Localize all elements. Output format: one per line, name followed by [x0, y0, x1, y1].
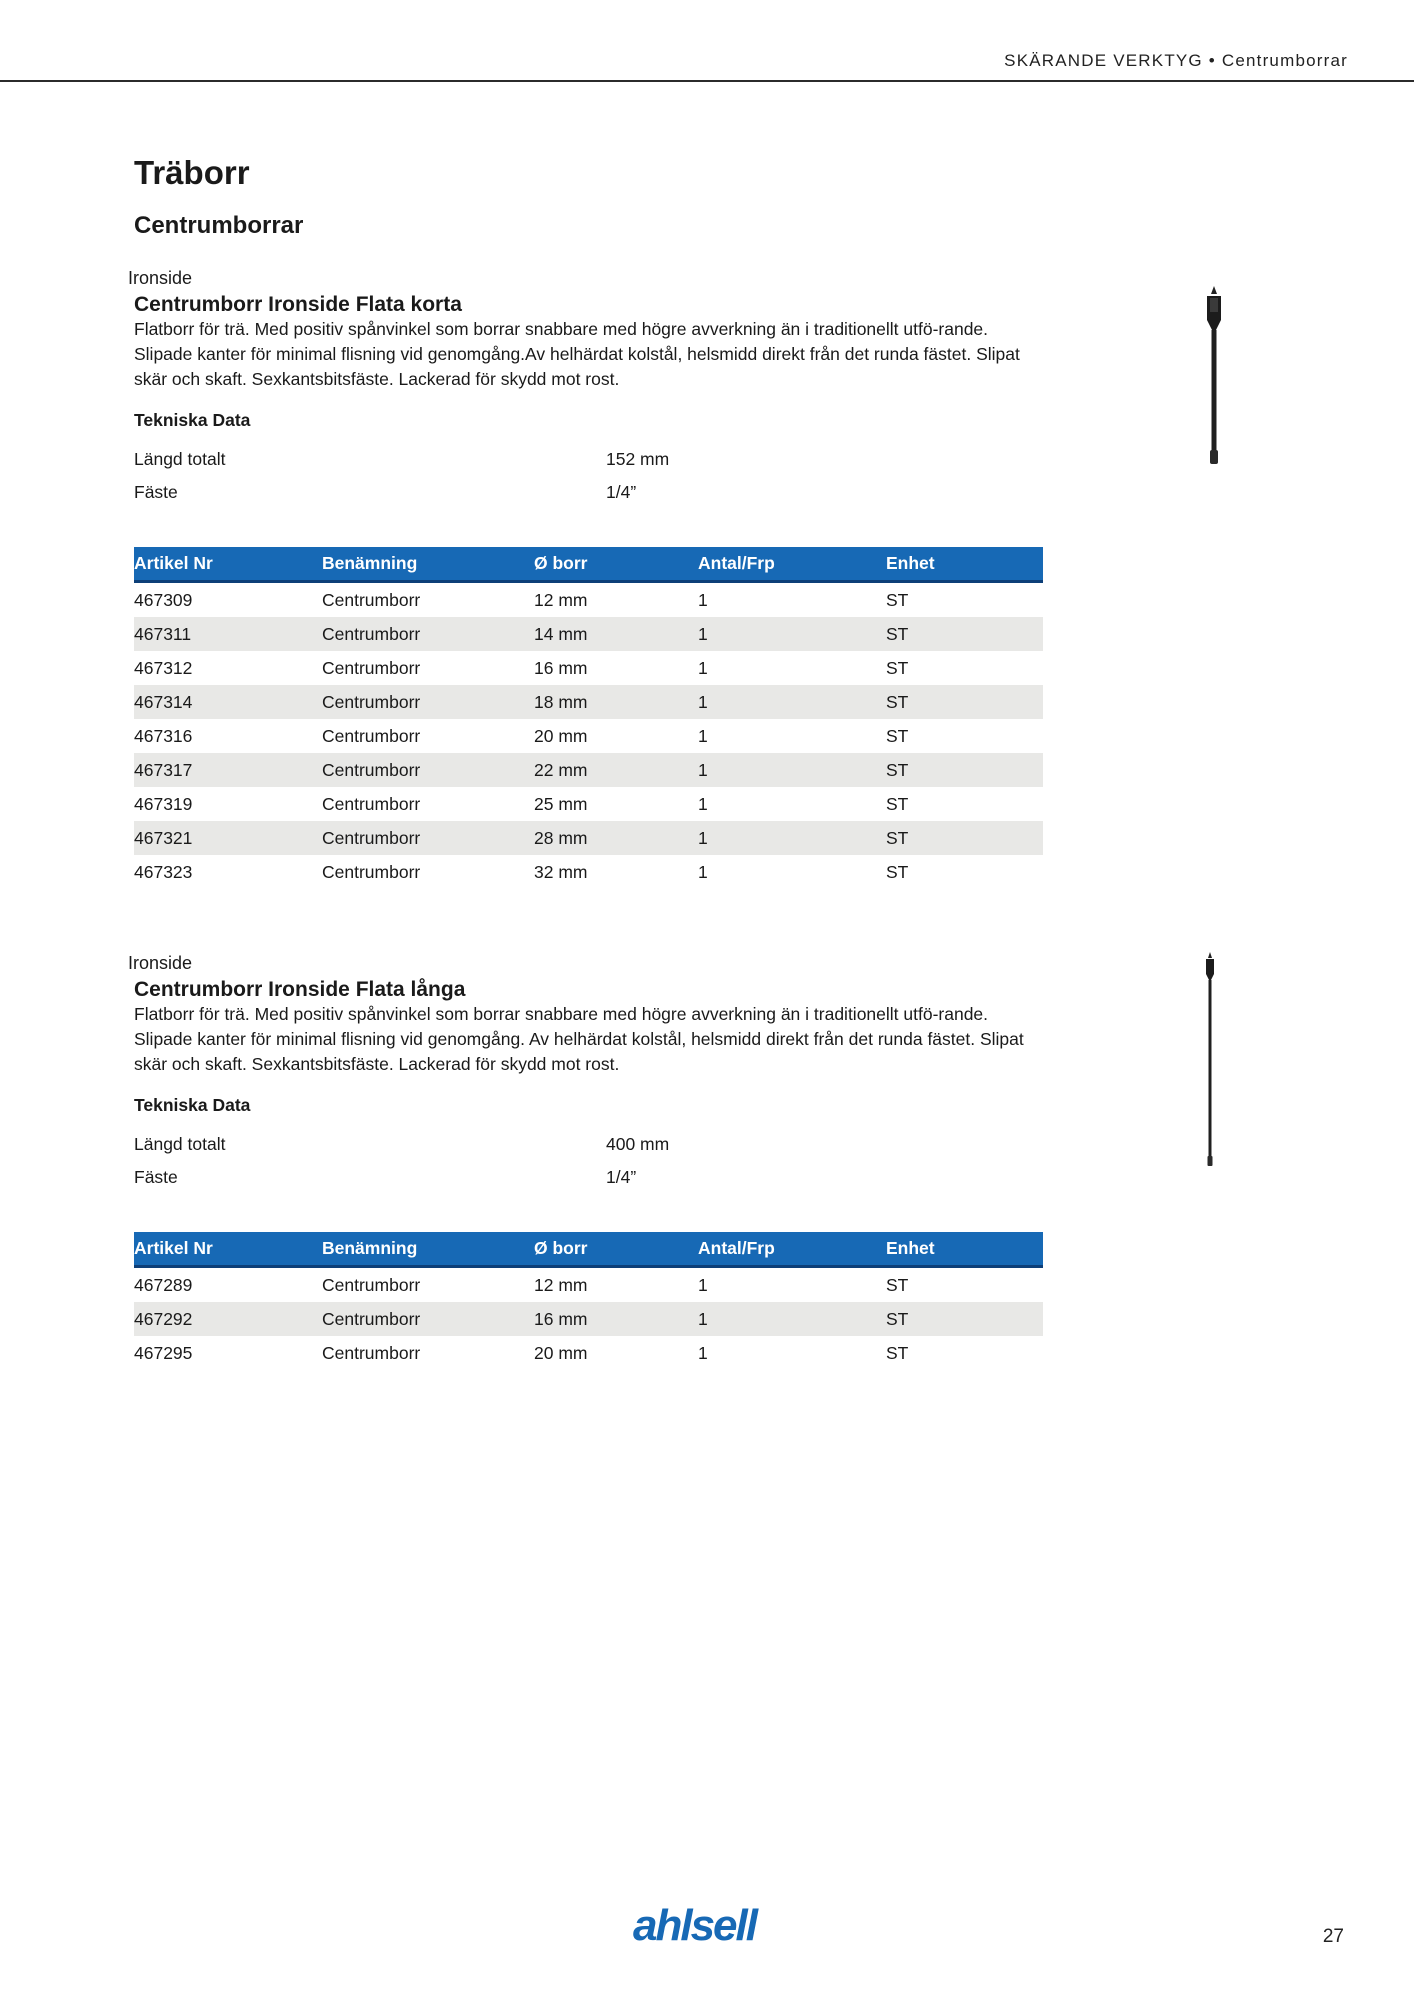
product-title: Centrumborr Ironside Flata långa — [134, 978, 466, 1001]
cell-antal: 1 — [698, 861, 708, 882]
brand-label: Ironside — [128, 953, 193, 973]
cell-enhet: ST — [886, 861, 909, 882]
cell-benamning: Centrumborr — [322, 1274, 421, 1295]
cell-borr: 20 mm — [534, 725, 588, 746]
product-description: Flatborr för trä. Med positiv spånvinkel som borrar snabbare med högre avverkning än i traditionellt utfö-rande. Slipade kanter för minimal flisning vid genomgång.Av helhärdat kolstål, helsmidd direkt från det runda fästet. Slipat skär och skaft. Sexkantsbitsfäste. Lackerad för skydd mot rost. — [134, 319, 1020, 389]
cell-enhet: ST — [886, 617, 1043, 651]
cell-borr: 22 mm — [534, 753, 698, 787]
table-row — [134, 719, 1043, 753]
long-flat-drill-image — [1200, 952, 1220, 1168]
spec-table — [134, 1128, 669, 1194]
col-benamning: Benämning — [322, 547, 534, 582]
cell-enhet: ST — [886, 589, 909, 610]
page-subtitle: Centrumborrar — [134, 212, 304, 239]
cell-artikel: 467317 — [134, 753, 322, 787]
article-table — [134, 547, 1043, 889]
cell-antal: 1 — [698, 793, 708, 814]
cell-artikel: 467292 — [134, 1302, 322, 1336]
cell-benamning: Centrumborr — [322, 793, 421, 814]
tech-data-heading: Tekniska Data — [134, 1095, 251, 1115]
product-description: Flatborr för trä. Med positiv spånvinkel som borrar snabbare med högre avverkning än i traditionellt utfö-rande. Slipade kanter för minimal flisning vid genomgång. Av helhärdat kolstål, helsmidd direkt från det runda fästet. Slipat skär och skaft. Sexkantsbitsfäste. Lackerad för skydd mot rost. — [134, 1004, 1024, 1074]
table-row — [134, 753, 1043, 787]
col-enhet: Enhet — [886, 547, 1043, 582]
brand-label: Ironside — [128, 268, 193, 288]
cell-benamning: Centrumborr — [322, 725, 421, 746]
cell-artikel: 467312 — [134, 657, 193, 678]
page-title: Träborr — [134, 154, 250, 191]
cell-borr: 14 mm — [534, 617, 698, 651]
spec-value: 152 mm — [606, 449, 670, 469]
spec-label: Fäste — [134, 482, 178, 502]
cell-antal: 1 — [698, 1342, 708, 1363]
cell-enhet: ST — [886, 1274, 909, 1295]
product-title: Centrumborr Ironside Flata korta — [134, 293, 462, 316]
cell-borr: 25 mm — [534, 793, 588, 814]
spec-label: Längd totalt — [134, 1134, 226, 1154]
cell-borr: 16 mm — [534, 657, 588, 678]
cell-benamning: Centrumborr — [322, 861, 421, 882]
page-number: 27 — [1322, 1926, 1344, 1947]
cell-benamning: Centrumborr — [322, 685, 534, 719]
cell-artikel: 467295 — [134, 1342, 193, 1363]
spec-label: Längd totalt — [134, 449, 226, 469]
col-borr: Ø borr — [534, 547, 698, 582]
cell-antal: 1 — [698, 725, 708, 746]
table-row — [134, 685, 1043, 719]
cell-borr: 32 mm — [534, 861, 588, 882]
cell-enhet: ST — [886, 753, 1043, 787]
cell-antal: 1 — [698, 1274, 708, 1295]
cell-borr: 12 mm — [534, 1274, 588, 1295]
cell-antal: 1 — [698, 685, 886, 719]
cell-borr: 18 mm — [534, 685, 698, 719]
cell-antal: 1 — [698, 753, 886, 787]
cell-borr: 16 mm — [534, 1302, 698, 1336]
spec-row — [134, 1128, 669, 1161]
cell-antal: 1 — [698, 617, 886, 651]
article-table — [134, 1232, 1043, 1370]
table-row — [134, 821, 1043, 855]
cell-antal: 1 — [698, 657, 708, 678]
cell-benamning: Centrumborr — [322, 589, 421, 610]
cell-antal: 1 — [698, 1302, 886, 1336]
cell-enhet: ST — [886, 821, 1043, 855]
breadcrumb: SKÄRANDE VERKTYG • Centrumborrar — [1004, 51, 1348, 70]
table-row — [134, 855, 1043, 889]
spec-value: 1/4” — [606, 482, 637, 502]
cell-enhet: ST — [886, 657, 909, 678]
cell-benamning: Centrumborr — [322, 657, 421, 678]
spec-row — [134, 476, 669, 509]
cell-artikel: 467319 — [134, 793, 193, 814]
col-antal: Antal/Frp — [698, 547, 886, 582]
spec-value: 400 mm — [606, 1134, 670, 1154]
table-row — [134, 1336, 1043, 1370]
cell-benamning: Centrumborr — [322, 753, 534, 787]
cell-antal: 1 — [698, 821, 886, 855]
spec-label: Fäste — [134, 1167, 178, 1187]
table-row — [134, 651, 1043, 685]
spec-table — [134, 443, 669, 509]
col-antal: Antal/Frp — [698, 1232, 886, 1267]
table-row — [134, 1302, 1043, 1336]
cell-enhet: ST — [886, 1342, 909, 1363]
col-enhet: Enhet — [886, 1232, 1043, 1267]
ahlsell-logo: ahlsell — [633, 1901, 756, 1950]
cell-borr: 20 mm — [534, 1342, 588, 1363]
cell-artikel: 467321 — [134, 821, 322, 855]
table-header-row — [134, 1232, 1043, 1267]
cell-enhet: ST — [886, 685, 1043, 719]
table-row — [134, 617, 1043, 651]
col-benamning: Benämning — [322, 1232, 534, 1267]
cell-enhet: ST — [886, 1302, 1043, 1336]
cell-benamning: Centrumborr — [322, 617, 534, 651]
spec-value: 1/4” — [606, 1167, 637, 1187]
cell-antal: 1 — [698, 589, 708, 610]
cell-artikel: 467309 — [134, 589, 193, 610]
product-section-short — [128, 268, 1048, 889]
spec-row — [134, 443, 669, 476]
product-section-long — [128, 953, 1048, 1370]
short-flat-drill-image — [1200, 286, 1228, 468]
cell-borr: 28 mm — [534, 821, 698, 855]
cell-artikel: 467314 — [134, 685, 322, 719]
cell-artikel: 467323 — [134, 861, 193, 882]
table-row — [134, 1267, 1043, 1303]
cell-enhet: ST — [886, 793, 909, 814]
cell-benamning: Centrumborr — [322, 1302, 534, 1336]
cell-artikel: 467316 — [134, 725, 193, 746]
spec-row — [134, 1161, 669, 1194]
col-borr: Ø borr — [534, 1232, 698, 1267]
col-artikel: Artikel Nr — [134, 547, 322, 582]
cell-benamning: Centrumborr — [322, 1342, 421, 1363]
col-artikel: Artikel Nr — [134, 1232, 322, 1267]
cell-enhet: ST — [886, 725, 909, 746]
header-divider — [0, 80, 1414, 82]
cell-artikel: 467289 — [134, 1274, 193, 1295]
cell-artikel: 467311 — [134, 617, 322, 651]
cell-benamning: Centrumborr — [322, 821, 534, 855]
tech-data-heading: Tekniska Data — [134, 410, 251, 430]
table-row — [134, 582, 1043, 618]
table-header-row — [134, 547, 1043, 582]
table-row — [134, 787, 1043, 821]
cell-borr: 12 mm — [534, 589, 588, 610]
